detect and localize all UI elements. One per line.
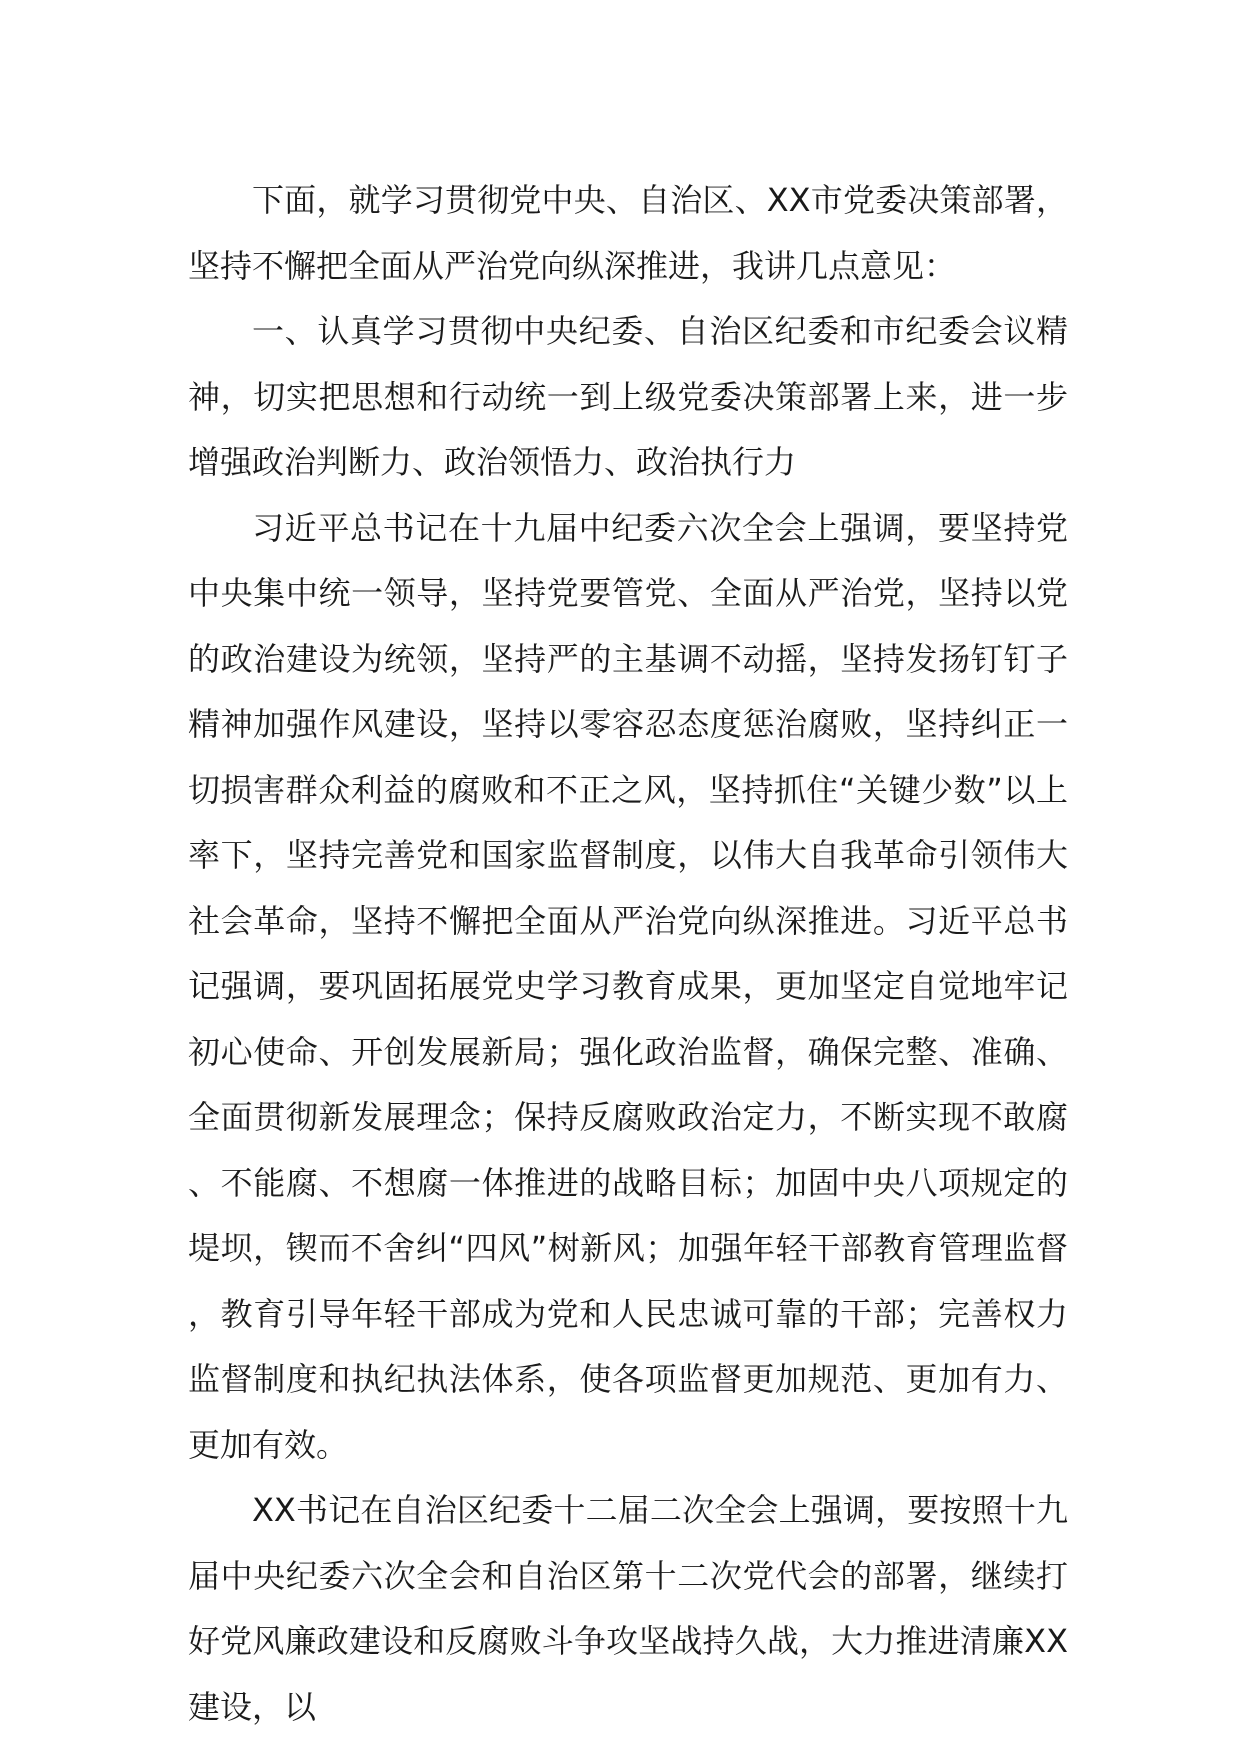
paragraph-xi-speech: 习近平总书记在十九届中纪委六次全会上强调，要坚持党中央集中统一领导，坚持党要管党、全面从严治党，坚持以党的政治建设为统领，坚持严的主基调不动摇，坚持发扬钉钉子精神加强作风建设，坚持以零容忍态度惩治腐败，坚持纠正一切损害群众利益的腐败和不正之风，坚持抓住“关键少数”以上率下，坚持完善党和国家监督制度，以伟大自我革命引领伟大社会革命，坚持不懈把全面从严治党向纵深推进。习近平总书记强调，要巩固拓展党史学习教育成果，更加坚定自觉地牢记初心使命、开创发展新局；强化政治监督，确保完整、准确、全面贯彻新发展理念；保持反腐败政治定力，不断实现不敢腐、不能腐、不想腐一体推进的战略目标；加固中央八项规定的堤坝，锲而不舍纠“四风”树新风；加强年轻干部教育管理监督，教育引导年轻干部成为党和人民忠诚可靠的干部；完善权力监督制度和执纪执法体系，使各项监督更加规范、更加有力、更加有效。 [188,508,1068,1464]
document-body [188,168,1068,1740]
paragraph-xx-secretary: XX书记在自治区纪委十二届二次全会上强调，要按照十九届中央纪委六次全会和自治区第十二次党代会的部署，继续打好党风廉政建设和反腐败斗争攻坚战持久战，大力推进清廉XX建设，以 [188,1491,1068,1726]
section-heading-1: 一、认真学习贯彻中央纪委、自治区纪委和市纪委会议精神，切实把思想和行动统一到上级党委决策部署上来，进一步增强政治判断力、政治领悟力、政治执行力 [188,312,1068,481]
paragraph-intro: 下面，就学习贯彻党中央、自治区、XX市党委决策部署，坚持不懈把全面从严治党向纵深推进，我讲几点意见： [188,181,1068,285]
